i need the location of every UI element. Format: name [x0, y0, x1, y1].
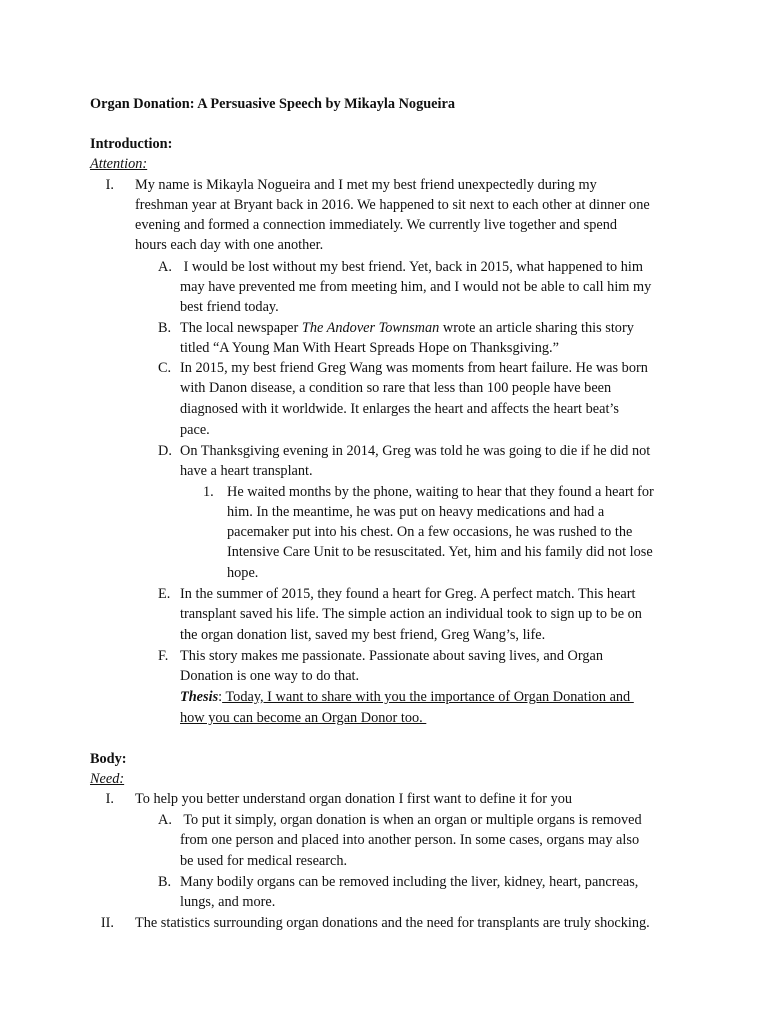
intro-sub-marker-B: B. — [158, 320, 172, 336]
intro-item-I-line: freshman year at Bryant back in 2016. We happened to sit next to each other at dinner one — [135, 197, 650, 213]
intro-sub-F-line: This story makes me passionate. Passionate about saving lives, and Organ — [180, 648, 604, 664]
intro-subsub-1-line: Intensive Care Unit to be resuscitated. Yet, him and his family did not lose — [227, 544, 653, 560]
intro-sub-E-line: the organ donation list, saved my best friend, Greg Wang’s, life. — [180, 627, 546, 643]
intro-sub-D-line: have a heart transplant. — [180, 463, 313, 479]
intro-sub-C-line: diagnosed with it worldwide. It enlarges the heart and affects the heart beat’s — [180, 401, 619, 417]
body-sub-A-line: be used for medical research. — [180, 853, 348, 869]
need-label: Need: — [90, 771, 125, 787]
body-sub-B-line: Many bodily organs can be removed including the liver, kidney, heart, pancreas, — [180, 874, 639, 890]
intro-subsub-1-line: him. In the meantime, he was put on heavy medications and had a — [227, 504, 605, 520]
newspaper-title: The Andover Townsman — [301, 320, 440, 336]
intro-sub-marker-D: D. — [158, 443, 172, 459]
intro-sub-F-line: Donation is one way to do that. — [180, 668, 360, 684]
intro-sub-A-line: best friend today. — [180, 299, 279, 315]
intro-sub-A-line: may have prevented me from meeting him, and I would not be able to call him my — [180, 279, 652, 295]
intro-sub-marker-A: A. — [158, 259, 172, 275]
intro-sub-marker-C: C. — [158, 360, 172, 376]
intro-sub-E-line: transplant saved his life. The simple action an individual took to sign up to be on — [180, 606, 642, 622]
intro-sub-C-line: In 2015, my best friend Greg Wang was moments from heart failure. He was born — [180, 360, 648, 376]
intro-item-I-line: My name is Mikayla Nogueira and I met my best friend unexpectedly during my — [135, 177, 597, 193]
attention-label: Attention: — [90, 156, 148, 172]
thesis-colon: : — [218, 689, 223, 705]
intro-sub-C-line: pace. — [180, 422, 210, 438]
thesis-text: Today, I want to share with you the importance of Organ Donation and — [222, 689, 634, 705]
intro-sub-E-line: In the summer of 2015, they found a heart for Greg. A perfect match. This heart — [180, 586, 636, 602]
body-item-marker-I: I. — [105, 791, 114, 807]
intro-subsub-marker-1: 1. — [203, 484, 214, 500]
intro-sub-D-line: On Thanksgiving evening in 2014, Greg was told he was going to die if he did not — [180, 443, 651, 459]
body-item-marker-II: II. — [100, 915, 114, 931]
body-sub-B-line: lungs, and more. — [180, 894, 276, 910]
document-title: Organ Donation: A Persuasive Speech by Mikayla Nogueira — [90, 96, 455, 112]
intro-sub-marker-E: E. — [158, 586, 171, 602]
intro-item-I-line: hours each day with one another. — [135, 237, 324, 253]
intro-subsub-1-line: hope. — [227, 565, 259, 581]
thesis-line: how you can become an Organ Donor too. — [180, 710, 427, 726]
intro-subsub-1-line: He waited months by the phone, waiting to hear that they found a heart for — [227, 484, 654, 500]
body-heading: Body: — [90, 751, 127, 767]
body-item-II-line: The statistics surrounding organ donations and the need for transplants are truly shocking. — [135, 915, 650, 931]
intro-sub-C-line: with Danon disease, a condition so rare that less than 100 people have been — [180, 380, 612, 396]
body-sub-A-line: To put it simply, organ donation is when an organ or multiple organs is removed — [180, 812, 642, 828]
intro-sub-marker-F: F. — [158, 648, 169, 664]
intro-subsub-1-line: pacemaker put into his chest. On a few occasions, he was rushed to the — [227, 524, 633, 540]
intro-item-I-line: evening and formed a connection immediately. We currently live together and spend — [135, 217, 617, 233]
intro-sub-A-line: I would be lost without my best friend. Yet, back in 2015, what happened to him — [180, 259, 644, 275]
intro-sub-B-text: wrote an article sharing this story — [439, 320, 634, 336]
body-sub-marker-B: B. — [158, 874, 172, 890]
intro-sub-B-line — [180, 318, 634, 338]
intro-sub-B-text: The local newspaper — [180, 320, 302, 336]
thesis-line — [180, 687, 634, 707]
intro-item-marker-I: I. — [105, 177, 114, 193]
body-item-I-line: To help you better understand organ donation I first want to define it for you — [135, 791, 573, 807]
thesis-label: Thesis — [180, 689, 219, 705]
introduction-heading: Introduction: — [90, 136, 173, 152]
body-sub-A-line: from one person and placed into another person. In some cases, organs may also — [180, 832, 640, 848]
intro-sub-B-line: titled “A Young Man With Heart Spreads Hope on Thanksgiving.” — [180, 340, 559, 356]
body-sub-marker-A: A. — [158, 812, 172, 828]
